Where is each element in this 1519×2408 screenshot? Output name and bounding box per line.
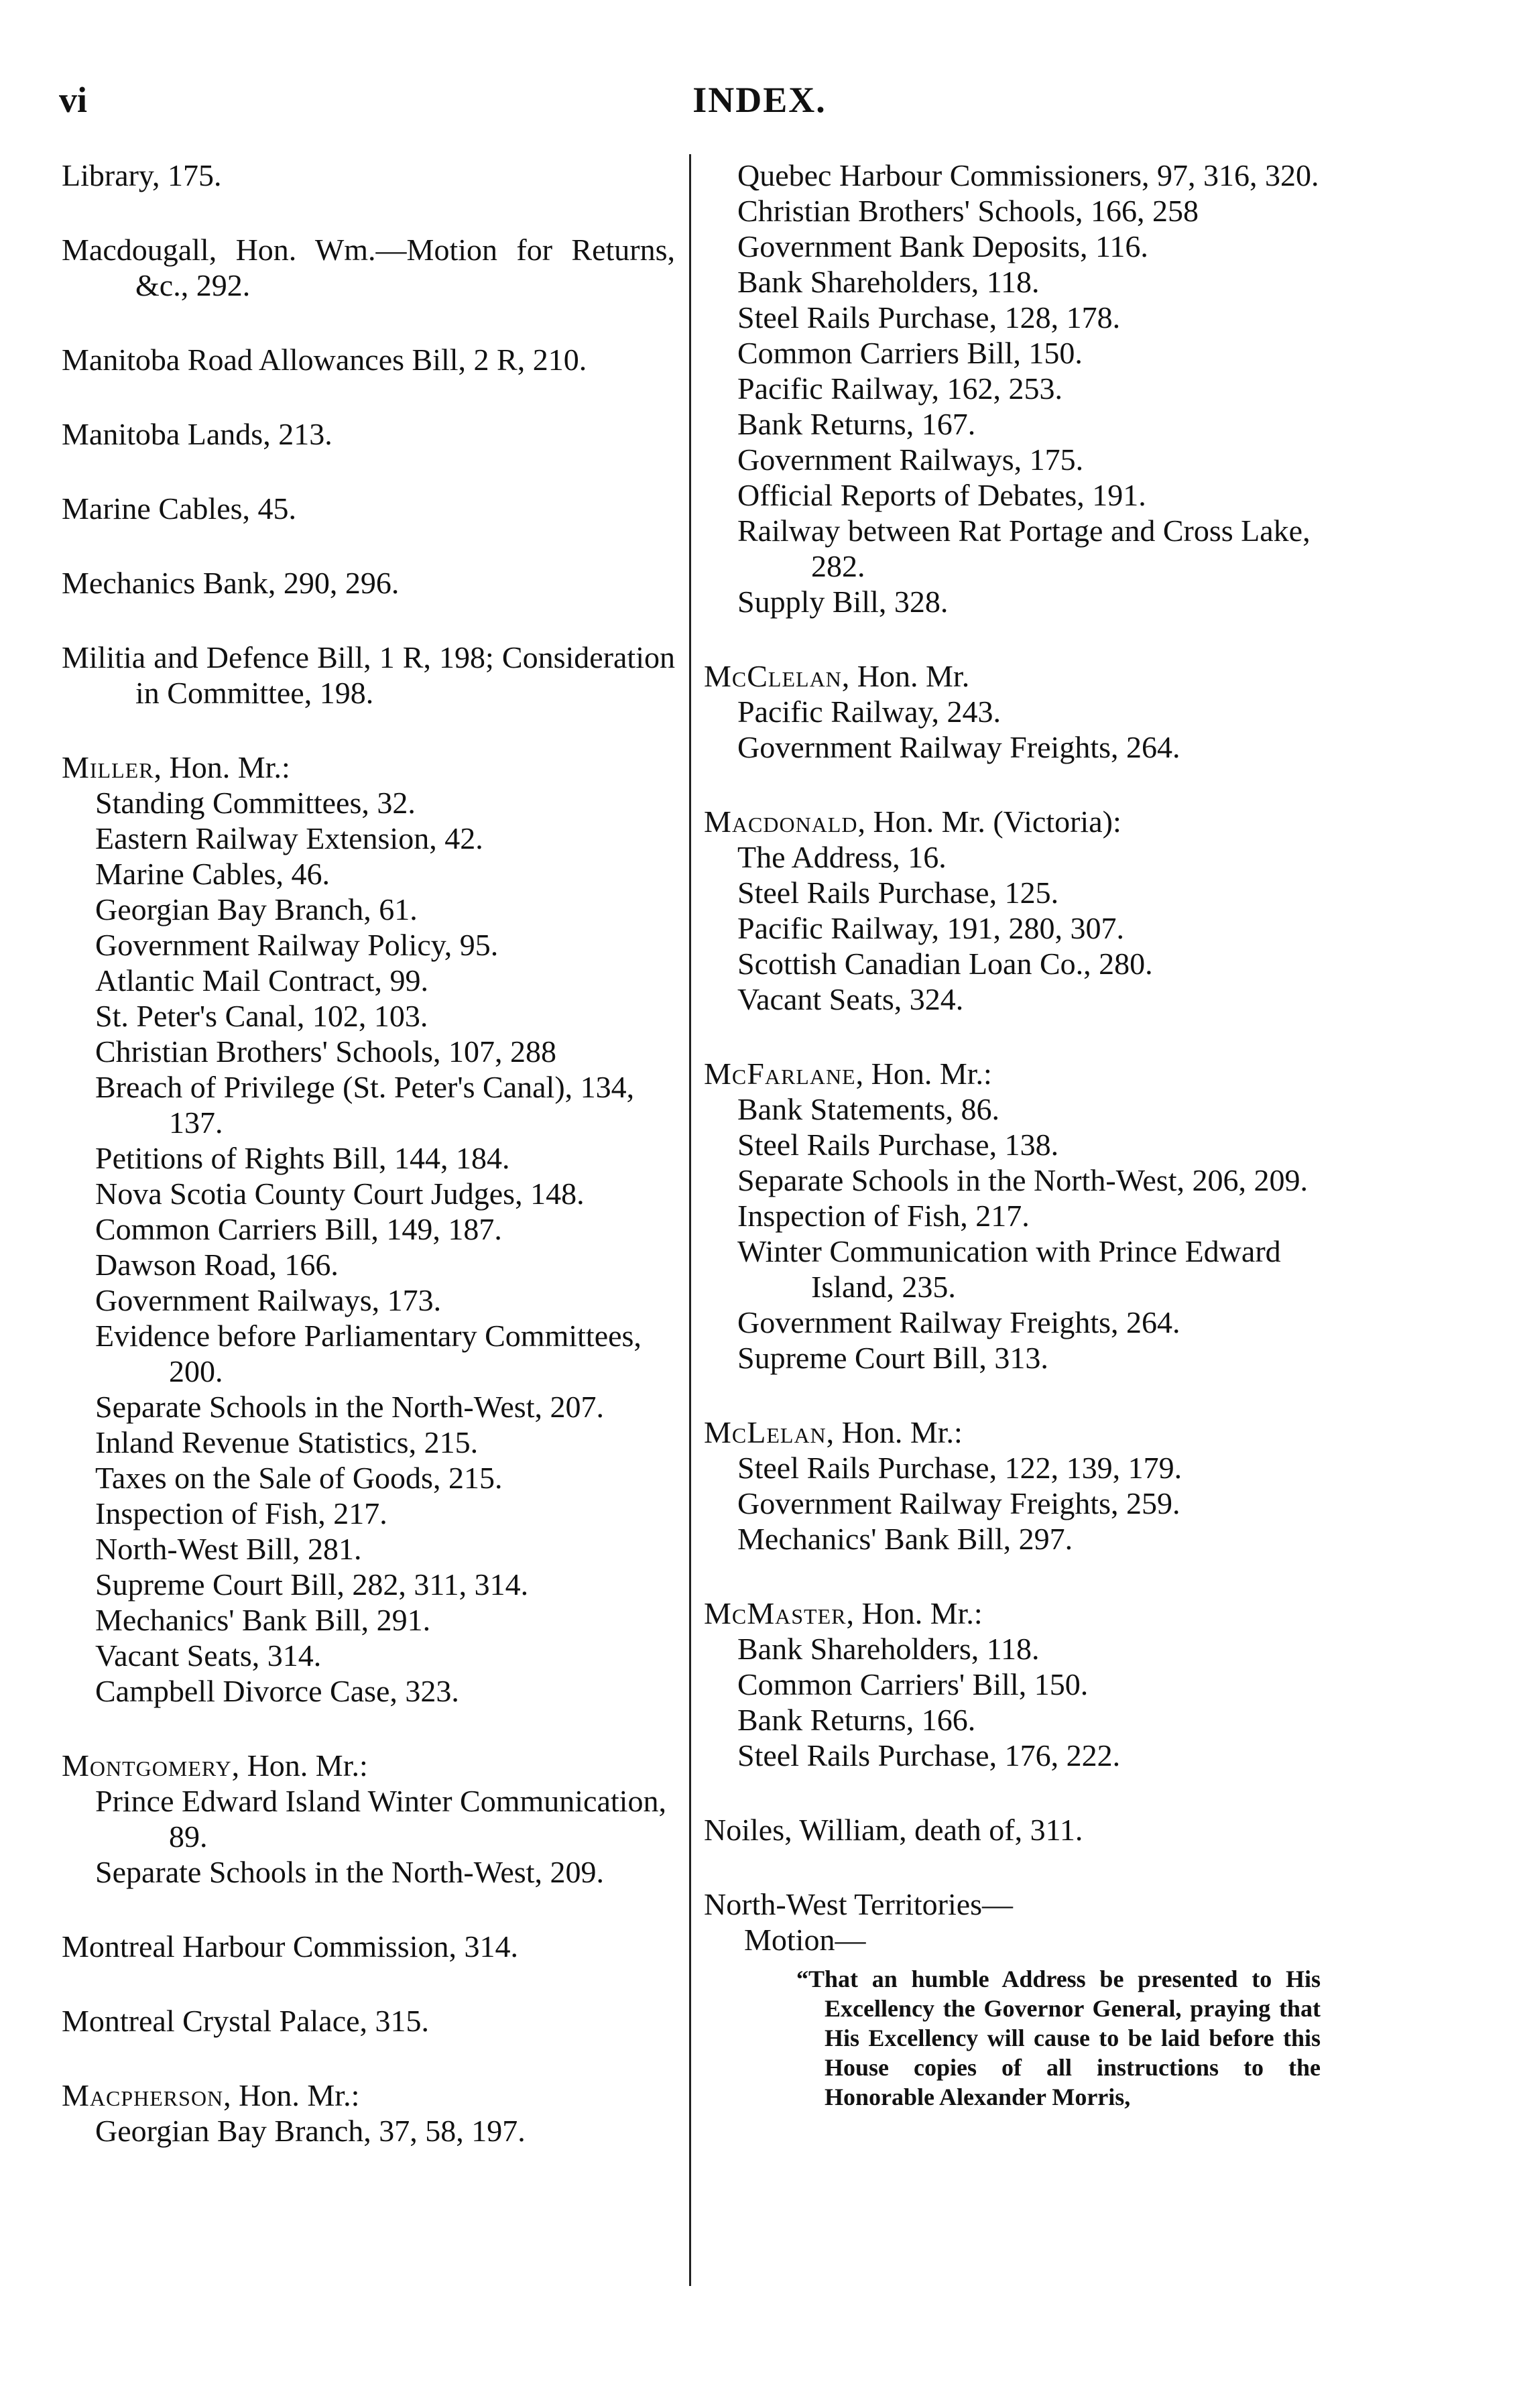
speaker-title: , Hon. Mr.:: [855, 1057, 992, 1091]
speaker-heading: [704, 658, 1321, 694]
sub-entry: Separate Schools in the North-West, 207.: [95, 1390, 604, 1424]
speaker-name: McMaster: [704, 1596, 847, 1630]
sub-entry: Railway between Rat Portage and Cross Lake, 282.: [737, 514, 1311, 583]
sub-entry: Vacant Seats, 324.: [737, 982, 964, 1016]
speaker-title: , Hon. Mr.:: [826, 1415, 963, 1449]
sub-entry: Christian Brothers' Schools, 166, 258: [737, 194, 1199, 228]
speaker-heading: [62, 2078, 675, 2113]
left-column: [62, 158, 675, 2187]
sub-entry: Bank Returns, 167.: [737, 407, 976, 441]
sub-entry: Steel Rails Purchase, 122, 139, 179.: [737, 1451, 1182, 1485]
sub-entry: Pacific Railway, 243.: [737, 695, 1001, 729]
speaker-block-mcmaster: [704, 1596, 1321, 1773]
speaker-title: , Hon. Mr. (Victoria):: [857, 804, 1121, 839]
speaker-heading: [704, 1414, 1321, 1450]
sub-entry: Bank Returns, 166.: [737, 1703, 976, 1737]
sub-entry: Christian Brothers' Schools, 107, 288: [95, 1034, 557, 1069]
speaker-title: , Hon. Mr.:: [223, 2078, 360, 2112]
sub-entry: Dawson Road, 166.: [95, 1248, 339, 1282]
sub-entry: Official Reports of Debates, 191.: [737, 478, 1146, 512]
sub-entry: Common Carriers' Bill, 150.: [737, 1667, 1089, 1701]
speaker-name: Macpherson: [62, 2078, 224, 2112]
speaker-name: McLelan: [704, 1415, 827, 1449]
column-divider: [689, 154, 691, 2286]
index-entry-marine-cables: Marine Cables, 45.: [62, 491, 297, 526]
sub-entry: Bank Shareholders, 118.: [737, 265, 1040, 299]
speaker-block-macpherson: [62, 2078, 675, 2149]
page-number: vi: [59, 80, 88, 120]
sub-entry: Prince Edward Island Winter Communication, 89.: [95, 1784, 666, 1854]
sub-entry: Supply Bill, 328.: [737, 585, 949, 619]
speaker-block-mcfarlane: [704, 1056, 1321, 1376]
sub-entry: Government Railways, 175.: [737, 442, 1084, 477]
sub-entry: Taxes on the Sale of Goods, 215.: [95, 1461, 503, 1495]
speaker-title: , Hon. Mr.:: [846, 1596, 983, 1630]
sub-entry: Mechanics' Bank Bill, 297.: [737, 1522, 1073, 1556]
sub-entry: Bank Shareholders, 118.: [737, 1632, 1040, 1666]
sub-entry: Campbell Divorce Case, 323.: [95, 1674, 459, 1708]
sub-entry: Pacific Railway, 162, 253.: [737, 371, 1063, 406]
sub-entry: Government Bank Deposits, 116.: [737, 229, 1148, 263]
sub-entry: Inspection of Fish, 217.: [95, 1496, 387, 1530]
sub-entry: Government Railway Freights, 259.: [737, 1486, 1180, 1520]
sub-entry: Separate Schools in the North-West, 209.: [95, 1855, 604, 1889]
continued-entries: [704, 158, 1321, 619]
sub-entry: Breach of Privilege (St. Peter's Canal), 134, 137.: [95, 1070, 635, 1140]
sub-entry: Inspection of Fish, 217.: [737, 1199, 1030, 1233]
index-entry-montreal-crystal-palace: Montreal Crystal Palace, 315.: [62, 2004, 430, 2038]
sub-entry: Government Railway Policy, 95.: [95, 928, 499, 962]
index-entry-library: Library, 175.: [62, 158, 222, 192]
speaker-heading: [704, 1596, 1321, 1631]
sub-entry: Pacific Railway, 191, 280, 307.: [737, 911, 1125, 945]
sub-entry: Steel Rails Purchase, 176, 222.: [737, 1738, 1121, 1772]
speaker-name: Macdonald: [704, 804, 858, 839]
sub-entry: Steel Rails Purchase, 125.: [737, 876, 1059, 910]
sub-entry: Eastern Railway Extension, 42.: [95, 821, 483, 855]
sub-entry: Standing Committees, 32.: [95, 786, 416, 820]
running-head: INDEX.: [692, 80, 827, 120]
sub-entry: Government Railway Freights, 264.: [737, 730, 1180, 764]
sub-entry: Common Carriers Bill, 149, 187.: [95, 1212, 502, 1246]
sub-entry: Separate Schools in the North-West, 206, 209.: [737, 1163, 1308, 1197]
sub-entry: Evidence before Parliamentary Committees, 200.: [95, 1319, 642, 1388]
sub-entry: Government Railways, 173.: [95, 1283, 442, 1317]
speaker-title: , Hon. Mr.:: [154, 750, 290, 784]
speaker-block-miller: [62, 749, 675, 1709]
sub-entry: Mechanics' Bank Bill, 291.: [95, 1603, 431, 1637]
sub-entry: Georgian Bay Branch, 37, 58, 197.: [95, 2114, 526, 2148]
speaker-name: McFarlane: [704, 1057, 856, 1091]
sub-entry: The Address, 16.: [737, 840, 947, 874]
speaker-heading: [62, 749, 675, 785]
sub-entry: Inland Revenue Statistics, 215.: [95, 1425, 479, 1459]
sub-entry: Atlantic Mail Contract, 99.: [95, 963, 428, 998]
index-entry-macdougall: Macdougall, Hon. Wm.—Motion for Returns, &c., 292.: [62, 233, 675, 302]
speaker-block-montgomery: [62, 1748, 675, 1890]
motion-label: Motion—: [744, 1923, 866, 1957]
index-entry-militia: Militia and Defence Bill, 1 R, 198; Consideration in Committee, 198.: [62, 640, 675, 710]
sub-entry: Government Railway Freights, 264.: [737, 1305, 1180, 1339]
sub-entry: St. Peter's Canal, 102, 103.: [95, 999, 428, 1033]
sub-entry: Supreme Court Bill, 313.: [737, 1341, 1048, 1375]
index-entry-montreal-harbour: Montreal Harbour Commission, 314.: [62, 1929, 518, 1964]
sub-entry: Bank Statements, 86.: [737, 1092, 999, 1126]
sub-entry: Winter Communication with Prince Edward Island, 235.: [737, 1234, 1281, 1304]
index-entry-north-west-territories: [704, 1886, 1321, 2112]
speaker-heading: [62, 1748, 675, 1783]
right-column: [704, 158, 1321, 2151]
sub-entry: Nova Scotia County Court Judges, 148.: [95, 1177, 585, 1211]
speaker-name: Miller: [62, 750, 154, 784]
sub-entry: Scottish Canadian Loan Co., 280.: [737, 947, 1153, 981]
speaker-block-mcclelan: [704, 658, 1321, 765]
sub-entry: Petitions of Rights Bill, 144, 184.: [95, 1141, 510, 1175]
motion-quote: “That an humble Address be presented to His Excellency the Governor General, praying that His Excellency will cause to be laid before this House copies of all instructions to the Honorable Alexander Morris,: [796, 1966, 1321, 2110]
sub-entry: Steel Rails Purchase, 128, 178.: [737, 300, 1121, 335]
sub-entry: Supreme Court Bill, 282, 311, 314.: [95, 1567, 529, 1602]
speaker-heading: [704, 804, 1321, 839]
index-entry-manitoba-lands: Manitoba Lands, 213.: [62, 417, 332, 451]
sub-entry: Vacant Seats, 314.: [95, 1638, 322, 1673]
index-entry-mechanics-bank: Mechanics Bank, 290, 296.: [62, 566, 400, 600]
speaker-name: Montgomery: [62, 1748, 232, 1783]
sub-entry: Quebec Harbour Commissioners, 97, 316, 320.: [737, 158, 1319, 192]
speaker-block-mclelan: [704, 1414, 1321, 1557]
entry-heading: North-West Territories—: [704, 1887, 1014, 1921]
sub-entry: Marine Cables, 46.: [95, 857, 330, 891]
sub-entry: North-West Bill, 281.: [95, 1532, 362, 1566]
sub-entry: Steel Rails Purchase, 138.: [737, 1128, 1059, 1162]
speaker-title: , Hon. Mr.: [841, 659, 970, 693]
sub-entry: Georgian Bay Branch, 61.: [95, 892, 418, 926]
index-entry-noiles: Noiles, William, death of, 311.: [704, 1813, 1083, 1847]
index-entry-manitoba-road: Manitoba Road Allowances Bill, 2 R, 210.: [62, 343, 587, 377]
speaker-name: McClelan: [704, 659, 842, 693]
speaker-heading: [704, 1056, 1321, 1091]
speaker-block-macdonald: [704, 804, 1321, 1017]
speaker-title: , Hon. Mr.:: [231, 1748, 368, 1783]
sub-entry: Common Carriers Bill, 150.: [737, 336, 1083, 370]
